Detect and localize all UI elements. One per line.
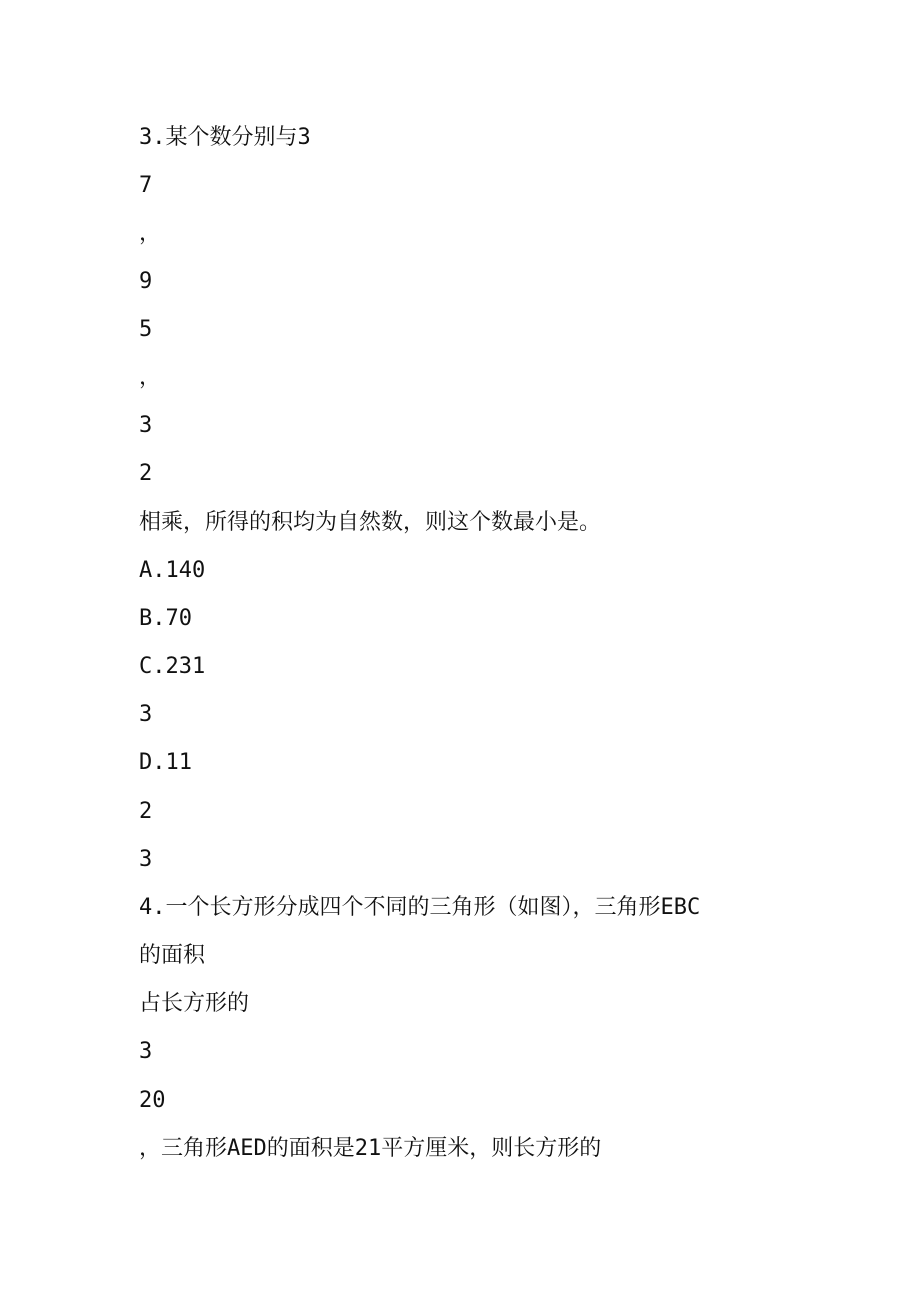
question-3-stem: 3.某个数分别与3 <box>139 125 311 150</box>
comma-separator: ， <box>139 365 162 390</box>
option-d-fraction-denominator: 3 <box>139 847 153 872</box>
fraction-2-denominator: 5 <box>139 317 153 342</box>
question-4-line-2: 的面积 <box>139 943 206 968</box>
question-3-prompt: 相乘，所得的积均为自然数，则这个数最小是。 <box>139 510 602 535</box>
question-4-line-4: ，三角形AED的面积是21平方厘米，则长方形的 <box>139 1136 602 1161</box>
option-b: B.70 <box>139 606 192 631</box>
question-4-stem: 4.一个长方形分成四个不同的三角形（如图），三角形EBC <box>139 895 701 920</box>
fraction-denominator: 20 <box>139 1088 166 1113</box>
option-a: A.140 <box>139 558 206 583</box>
option-d: D.11 <box>139 750 192 775</box>
comma-separator: ， <box>139 221 162 246</box>
fraction-3-numerator: 3 <box>139 413 153 438</box>
fraction-numerator: 3 <box>139 1039 153 1064</box>
fraction-2-numerator: 9 <box>139 269 153 294</box>
fraction-1-denominator: 7 <box>139 173 153 198</box>
question-4-line-3: 占长方形的 <box>139 991 250 1016</box>
fraction-3-denominator: 2 <box>139 461 153 486</box>
option-c-fraction-part: 3 <box>139 702 153 727</box>
option-d-fraction-numerator: 2 <box>139 799 153 824</box>
option-c: C.231 <box>139 654 206 679</box>
